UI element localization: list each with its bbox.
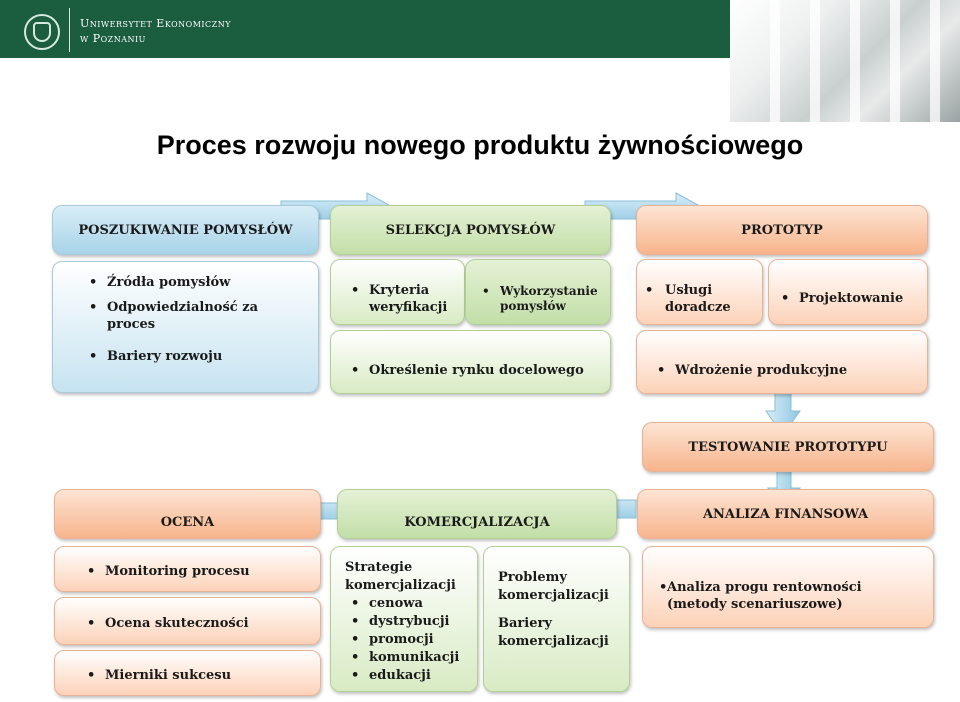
analiza-content-box bbox=[642, 546, 934, 628]
list-item: • edukacji bbox=[345, 667, 471, 685]
ocena-skutecznosc-box bbox=[54, 597, 321, 645]
stage-header-label: KOMERCJALIZACJA bbox=[404, 515, 550, 530]
problemy-text: Problemy komercjalizacji bbox=[498, 570, 609, 603]
stage-header-komercjalizacja bbox=[337, 489, 617, 539]
list-item: • Ocena skuteczności bbox=[81, 615, 314, 632]
list-item: • Wykorzystanie pomysłów bbox=[476, 284, 604, 314]
page-title: Proces rozwoju nowego produktu żywnościowego bbox=[156, 130, 804, 160]
analiza-line2: (metody scenariuszowe) bbox=[667, 597, 843, 612]
stage-header-analiza bbox=[637, 489, 934, 539]
selekcja-rynek-box bbox=[330, 330, 611, 394]
strategie-title: Strategie komercjalizacji bbox=[345, 560, 456, 593]
list-item: • dystrybucji bbox=[345, 613, 471, 631]
prototyp-projektowanie-box bbox=[768, 259, 928, 325]
list-item: • promocji bbox=[345, 631, 471, 649]
stage-header-label: TESTOWANIE PROTOTYPU bbox=[688, 439, 888, 455]
stage-content-poszukiwanie bbox=[52, 261, 319, 393]
list-item: • Kryteria weryfikacji bbox=[345, 282, 456, 316]
ocena-monitoring-box bbox=[54, 546, 321, 592]
university-name-line2: w Poznaniu bbox=[80, 32, 146, 45]
list-item: • Źródła pomysłów bbox=[83, 274, 308, 291]
stage-header-label: OCENA bbox=[160, 515, 215, 530]
list-item: • Bariery rozwoju bbox=[83, 348, 308, 365]
stage-header-prototyp bbox=[636, 205, 928, 255]
stage-header-label: POSZUKIWANIE POMYSŁÓW bbox=[78, 222, 293, 238]
list-item: • Usługi doradcze bbox=[639, 282, 758, 316]
stage-header-selekcja bbox=[330, 205, 611, 255]
prototyp-wdrozenie-box bbox=[636, 330, 928, 394]
prototyp-uslugi-box bbox=[636, 259, 763, 325]
list-item: • komunikacji bbox=[345, 649, 471, 667]
list-item: • Projektowanie bbox=[775, 290, 923, 307]
list-item: • Monitoring procesu bbox=[81, 563, 314, 580]
strategie-box bbox=[330, 546, 478, 692]
list-item: • cenowa bbox=[345, 595, 471, 613]
problemy-box bbox=[483, 546, 630, 692]
stage-header-poszukiwanie bbox=[52, 205, 319, 255]
selekcja-kryteria-box bbox=[330, 259, 465, 325]
selekcja-wykorzystanie-box bbox=[465, 259, 611, 325]
stage-header-label: SELEKCJA POMYSŁÓW bbox=[385, 222, 556, 238]
stage-header-label: PROTOTYP bbox=[741, 222, 823, 238]
list-item bbox=[653, 579, 927, 613]
stage-header-label: ANALIZA FINANSOWA bbox=[702, 506, 869, 522]
list-item: • Określenie rynku docelowego bbox=[345, 362, 604, 379]
ocena-mierniki-box bbox=[54, 650, 321, 696]
list-item: • Odpowiedzialność za proces bbox=[83, 299, 308, 333]
bariery-text: Bariery komercjalizacji bbox=[498, 616, 609, 649]
university-name-line1: Uniwersytet Ekonomiczny bbox=[80, 17, 232, 30]
list-item: • Wdrożenie produkcyjne bbox=[651, 362, 921, 379]
list-item: • Mierniki sukcesu bbox=[81, 667, 314, 684]
stage-header-ocena bbox=[54, 489, 321, 539]
analiza-line1: Analiza progu rentowności bbox=[667, 580, 862, 595]
stage-header-testowanie bbox=[642, 422, 934, 472]
